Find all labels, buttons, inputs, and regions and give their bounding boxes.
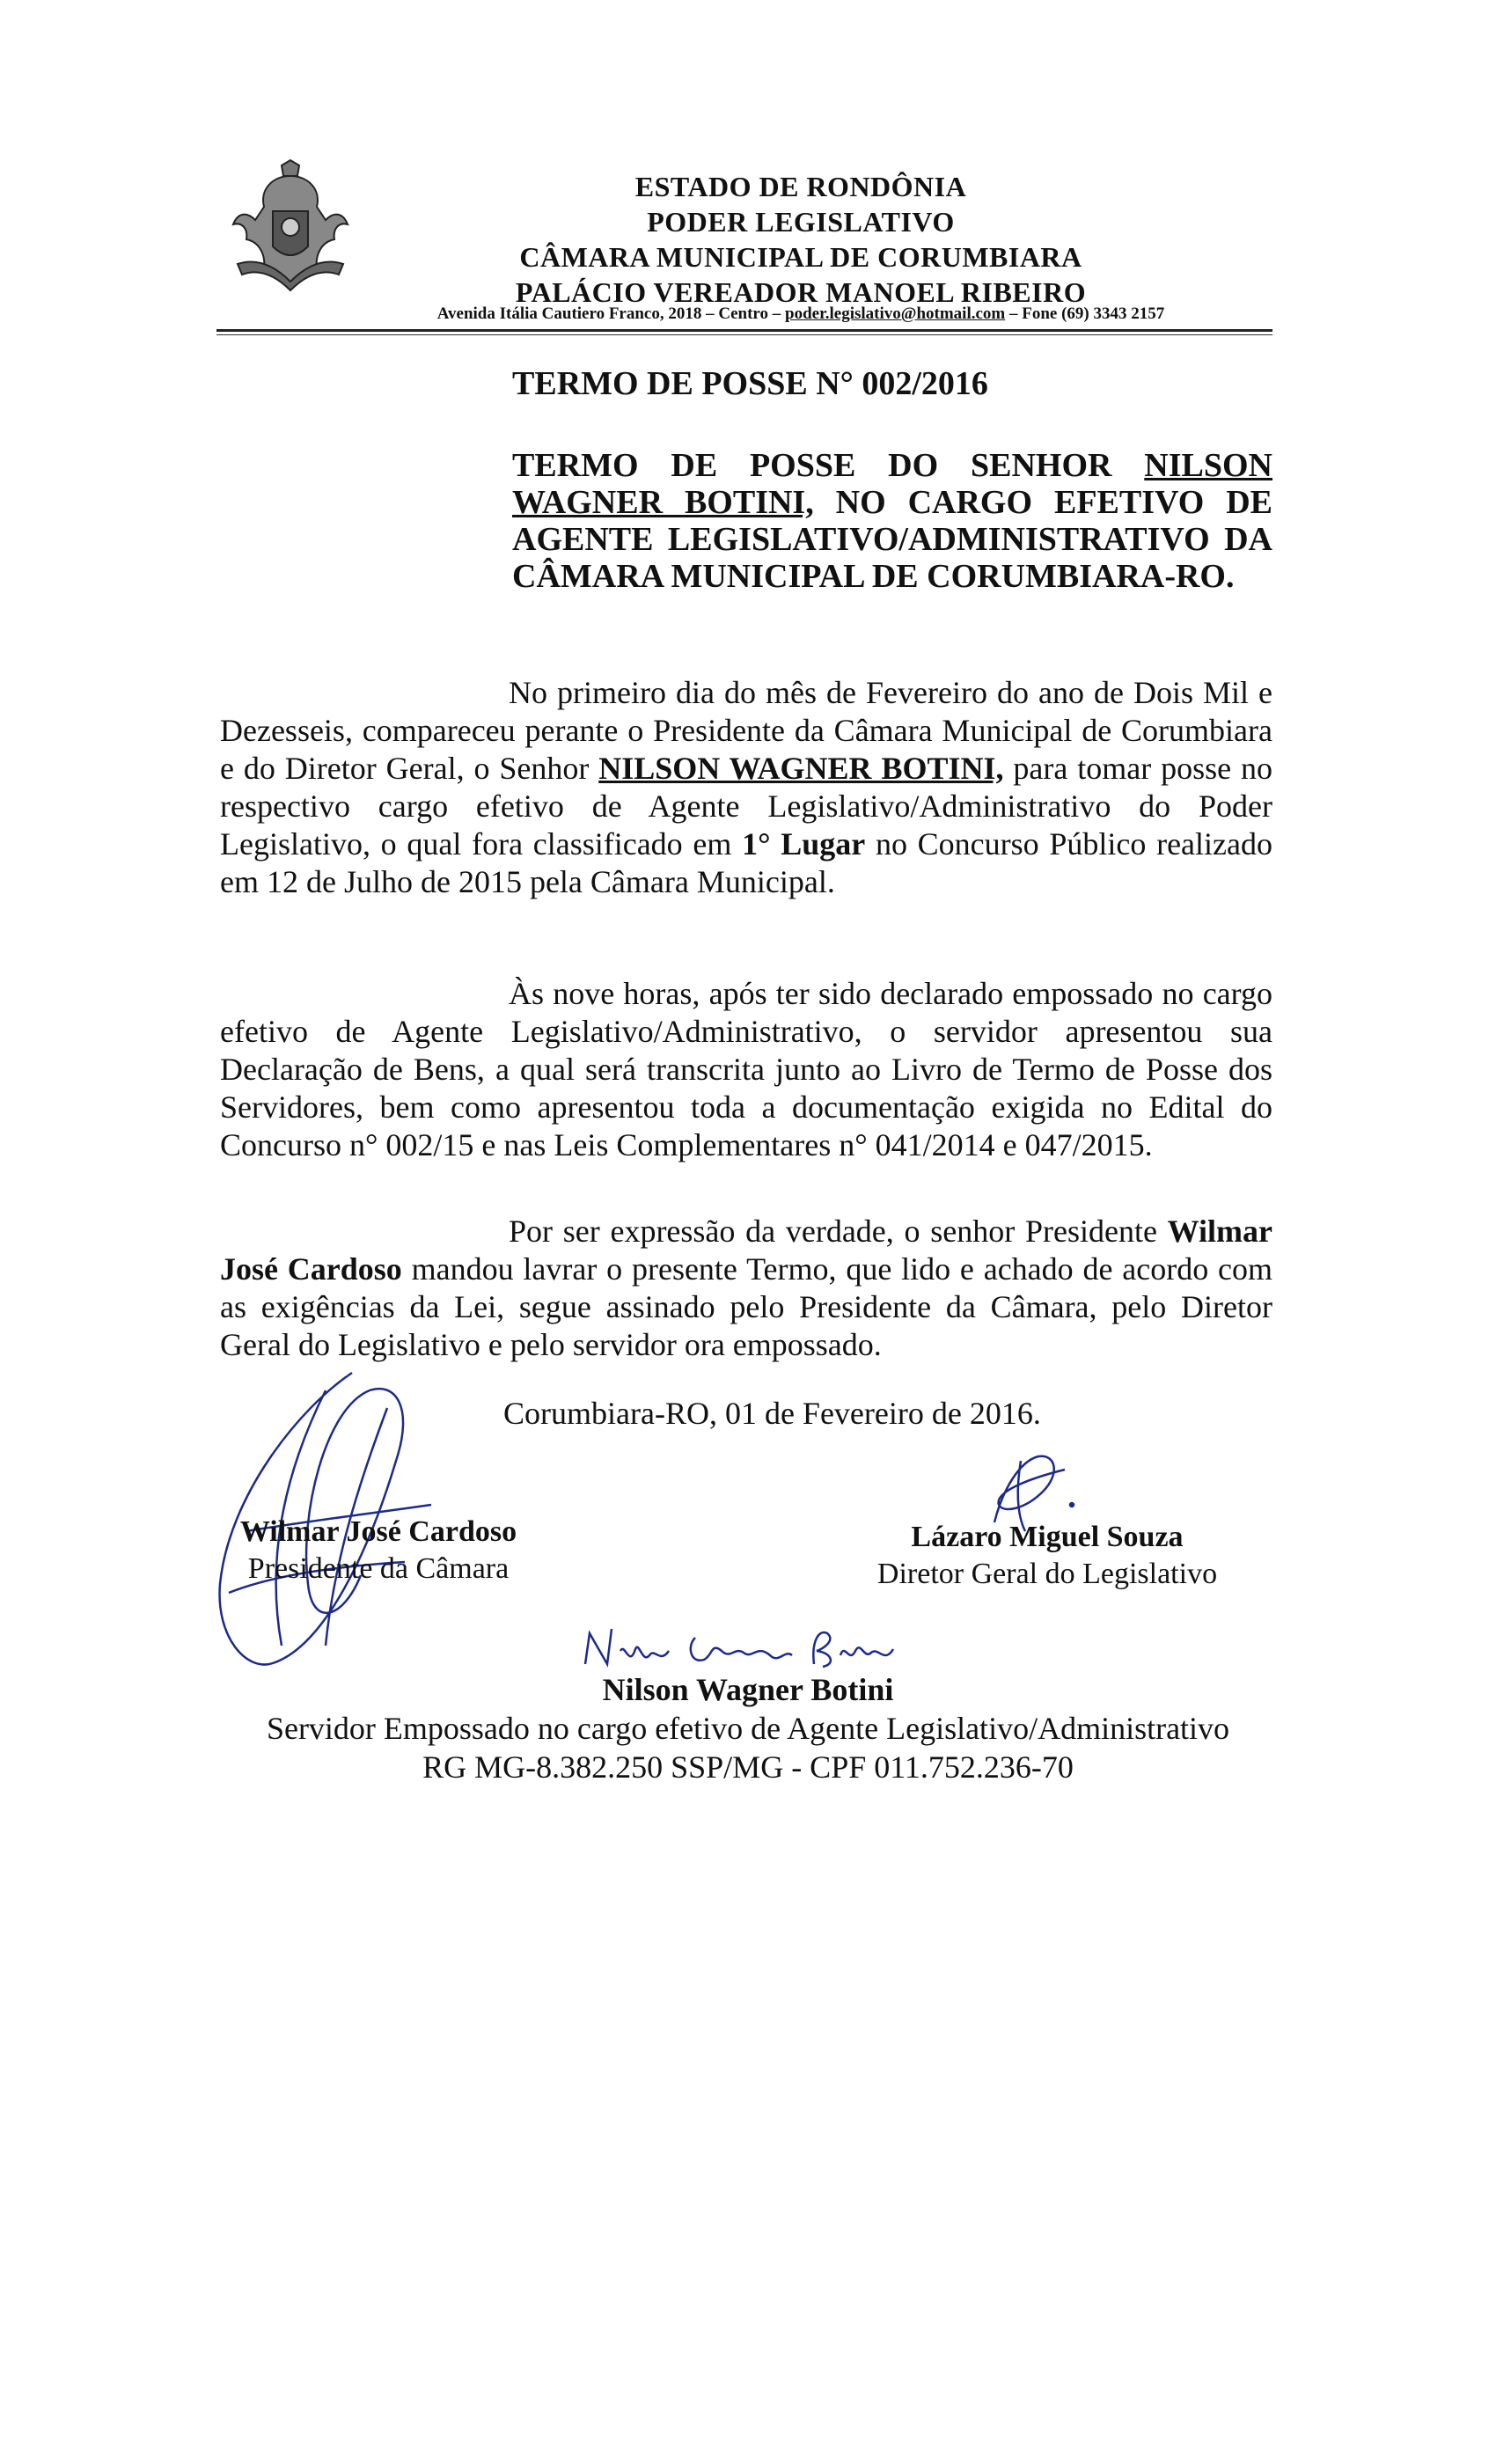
paragraph-1-text-a: No primeiro dia do mês de Fevereiro do ano de Dois Mil e Dezesseis, compareceu perante o Presidente da Câmara Municipal de Corumbiara e do Diretor Geral, o Senhor bbox=[220, 675, 1272, 786]
servant-role: Servidor Empossado no cargo efetivo de Agente Legislativo/Administrativo bbox=[266, 1711, 1230, 1746]
director-role: Diretor Geral do Legislativo bbox=[876, 1558, 1218, 1590]
date-line: Corumbiara-RO, 01 de Fevereiro de 2016. bbox=[503, 1396, 1041, 1431]
paragraph-1-name: NILSON WAGNER BOTINI, bbox=[598, 751, 1004, 786]
paragraph-1-place: 1° Lugar bbox=[742, 826, 866, 862]
header-divider-thin bbox=[216, 334, 1272, 335]
paragraph-1-text-c: no Concurso Público realizado em 12 de Julho de 2015 pela Câmara Municipal. bbox=[220, 826, 1272, 899]
paragraph-1 bbox=[220, 674, 1272, 901]
signature-director bbox=[827, 1519, 1267, 1593]
servant-name: Nilson Wagner Botini bbox=[602, 1672, 894, 1707]
servant-documents: RG MG-8.382.250 SSP/MG - CPF 011.752.236-70 bbox=[422, 1749, 1074, 1785]
signature-servant bbox=[176, 1670, 1320, 1786]
paragraph-3 bbox=[220, 1213, 1272, 1364]
address-phone: – Fone (69) 3343 2157 bbox=[1005, 304, 1165, 323]
president-name: Wilmar José Cardoso bbox=[239, 1515, 517, 1548]
director-name: Lázaro Miguel Souza bbox=[911, 1521, 1184, 1553]
paragraph-2-text: Às nove horas, após ter sido declarado empossado no cargo efetivo de Agente Legislativo/Administrativo, o servidor apresentou sua Declaração de Bens, a qual será transcrita junto ao Livro de Termo de Posse dos Servidores, bem como apresentou toda a documentação exigida no Edital do Concurso n° 002/15 e nas Leis Complementares n° 041/2014 e 047/2015. bbox=[220, 976, 1272, 1162]
subject-part2: NO CARGO EFETIVO DE AGENTE LEGISLATIVO/ADMINISTRATIVO DA CÂMARA MUNICIPAL DE CORUMBIARA-RO. bbox=[512, 484, 1272, 595]
signature-president bbox=[194, 1514, 563, 1588]
email-link[interactable]: poder.legislativo@hotmail.com bbox=[785, 304, 1006, 323]
paragraph-1-text-b: para tomar posse no respectivo cargo efetivo de Agente Legislativo/Administrativo do Poder Legislativo, o qual fora classificado em bbox=[220, 751, 1272, 862]
header-power: PODER LEGISLATIVO bbox=[647, 206, 955, 238]
address-prefix: Avenida Itália Cautiero Franco, 2018 – Centro – bbox=[436, 304, 785, 323]
document-subject bbox=[512, 447, 1272, 595]
header-divider bbox=[216, 329, 1272, 332]
paragraph-3-text-a: Por ser expressão da verdade, o senhor Presidente bbox=[509, 1214, 1168, 1249]
subject-part1: TERMO DE POSSE DO SENHOR bbox=[512, 447, 1145, 484]
paragraph-3-text-b: mandou lavrar o presente Termo, que lido e achado de acordo com as exigências da Lei, segue assinado pelo Presidente da Câmara, pelo Diretor Geral do Legislativo e pelo servidor ora empossado. bbox=[220, 1251, 1272, 1362]
subject-name: NILSON WAGNER BOTINI, bbox=[512, 447, 1272, 521]
header-address bbox=[326, 304, 1276, 325]
header-state: ESTADO DE RONDÔNIA bbox=[634, 171, 967, 202]
paragraph-3-president: Wilmar José Cardoso bbox=[220, 1214, 1272, 1287]
header-chamber: CÂMARA MUNICIPAL DE CORUMBIARA bbox=[519, 241, 1082, 273]
servant-signature-icon bbox=[581, 1616, 915, 1677]
header-palace: PALÁCIO VEREADOR MANOEL RIBEIRO bbox=[515, 276, 1087, 308]
document-title: TERMO DE POSSE N° 002/2016 bbox=[512, 365, 988, 402]
president-role: Presidente da Câmara bbox=[247, 1552, 510, 1585]
paragraph-2 bbox=[220, 975, 1272, 1164]
